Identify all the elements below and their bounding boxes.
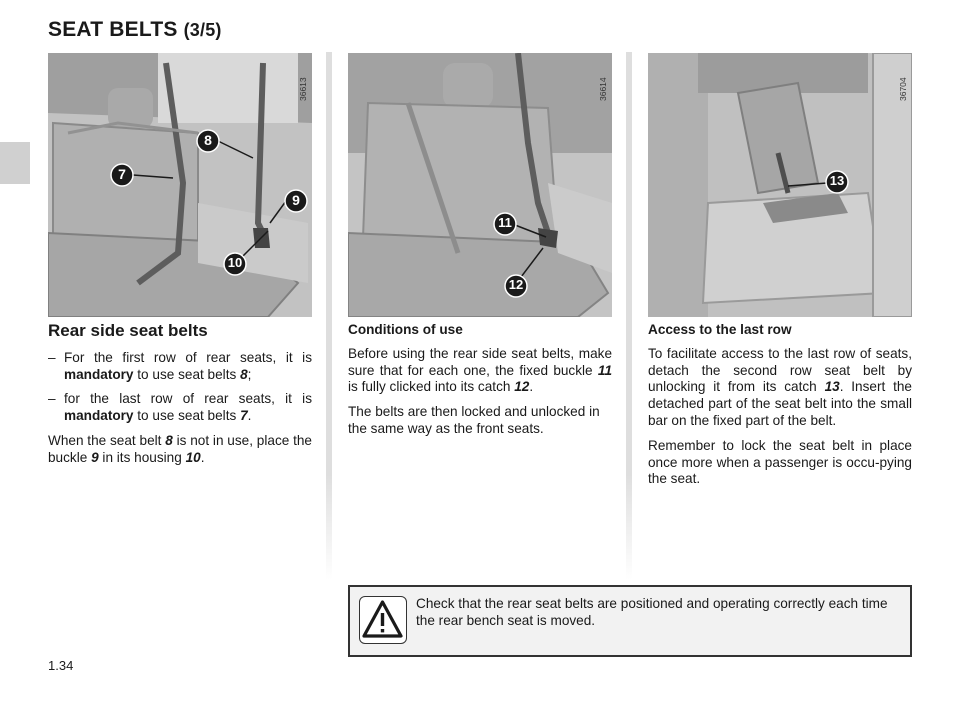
page-number: 1.34 [48, 658, 74, 673]
conditions-of-use-section [348, 320, 612, 446]
figure-reference: 36614 [598, 77, 608, 101]
paragraph: The belts are then locked and unlocked in the same way as the front seats. [348, 404, 600, 436]
column-separator [626, 52, 632, 580]
section-heading: Conditions of use [348, 322, 463, 337]
callout-label: 9 [292, 192, 300, 208]
rear-side-seat-belts-section [48, 320, 312, 475]
paragraph: Before using the rear side seat belts, make sure that for each one, the fixed buckle 11 is fully clicked into its catch 12. [348, 345, 613, 395]
callout-label: 13 [829, 173, 845, 188]
paragraph: Remember to lock the seat belt in place once more when a passenger is occu-pying the seat. [648, 437, 912, 487]
page-title: SEAT BELTS (3/5) [48, 18, 222, 41]
paragraph: To facilitate access to the last row of seats, detach the second row seat belt by unlocking it from its catch 13. Insert the detached part of the seat belt into the small bar on the fixed part of the belt. [648, 345, 912, 428]
list-item: – for the last row of rear seats, it is mandatory to use seat belts 7. [48, 391, 312, 424]
callout-label: 10 [227, 255, 243, 270]
warning-text: Check that the rear seat belts are positioned and operating correctly each time the rear bench seat is moved. [416, 596, 888, 628]
list-item: – For the first row of rear seats, it is mandatory to use seat belts 8; [48, 349, 312, 382]
rear-seat-belts-illustration [48, 53, 312, 317]
figure-reference: 36613 [298, 77, 308, 101]
chapter-side-tab [0, 142, 30, 184]
warning-box [348, 585, 912, 657]
section-heading: Access to the last row [648, 322, 792, 337]
last-row-access-illustration [648, 53, 912, 317]
paragraph: When the seat belt 8 is not in use, place the buckle 9 in its housing 10. [48, 432, 312, 465]
callout-label: 7 [118, 166, 126, 182]
callout-label: 11 [498, 215, 512, 230]
warning-triangle-icon [359, 596, 407, 644]
column-separator [326, 52, 332, 580]
callout-label: 12 [508, 277, 524, 292]
figure-reference: 36704 [898, 77, 908, 101]
section-heading: Rear side seat belts [48, 321, 208, 340]
buckle-catch-illustration [348, 53, 612, 317]
callout-label: 8 [204, 132, 212, 148]
access-last-row-section [648, 320, 912, 496]
